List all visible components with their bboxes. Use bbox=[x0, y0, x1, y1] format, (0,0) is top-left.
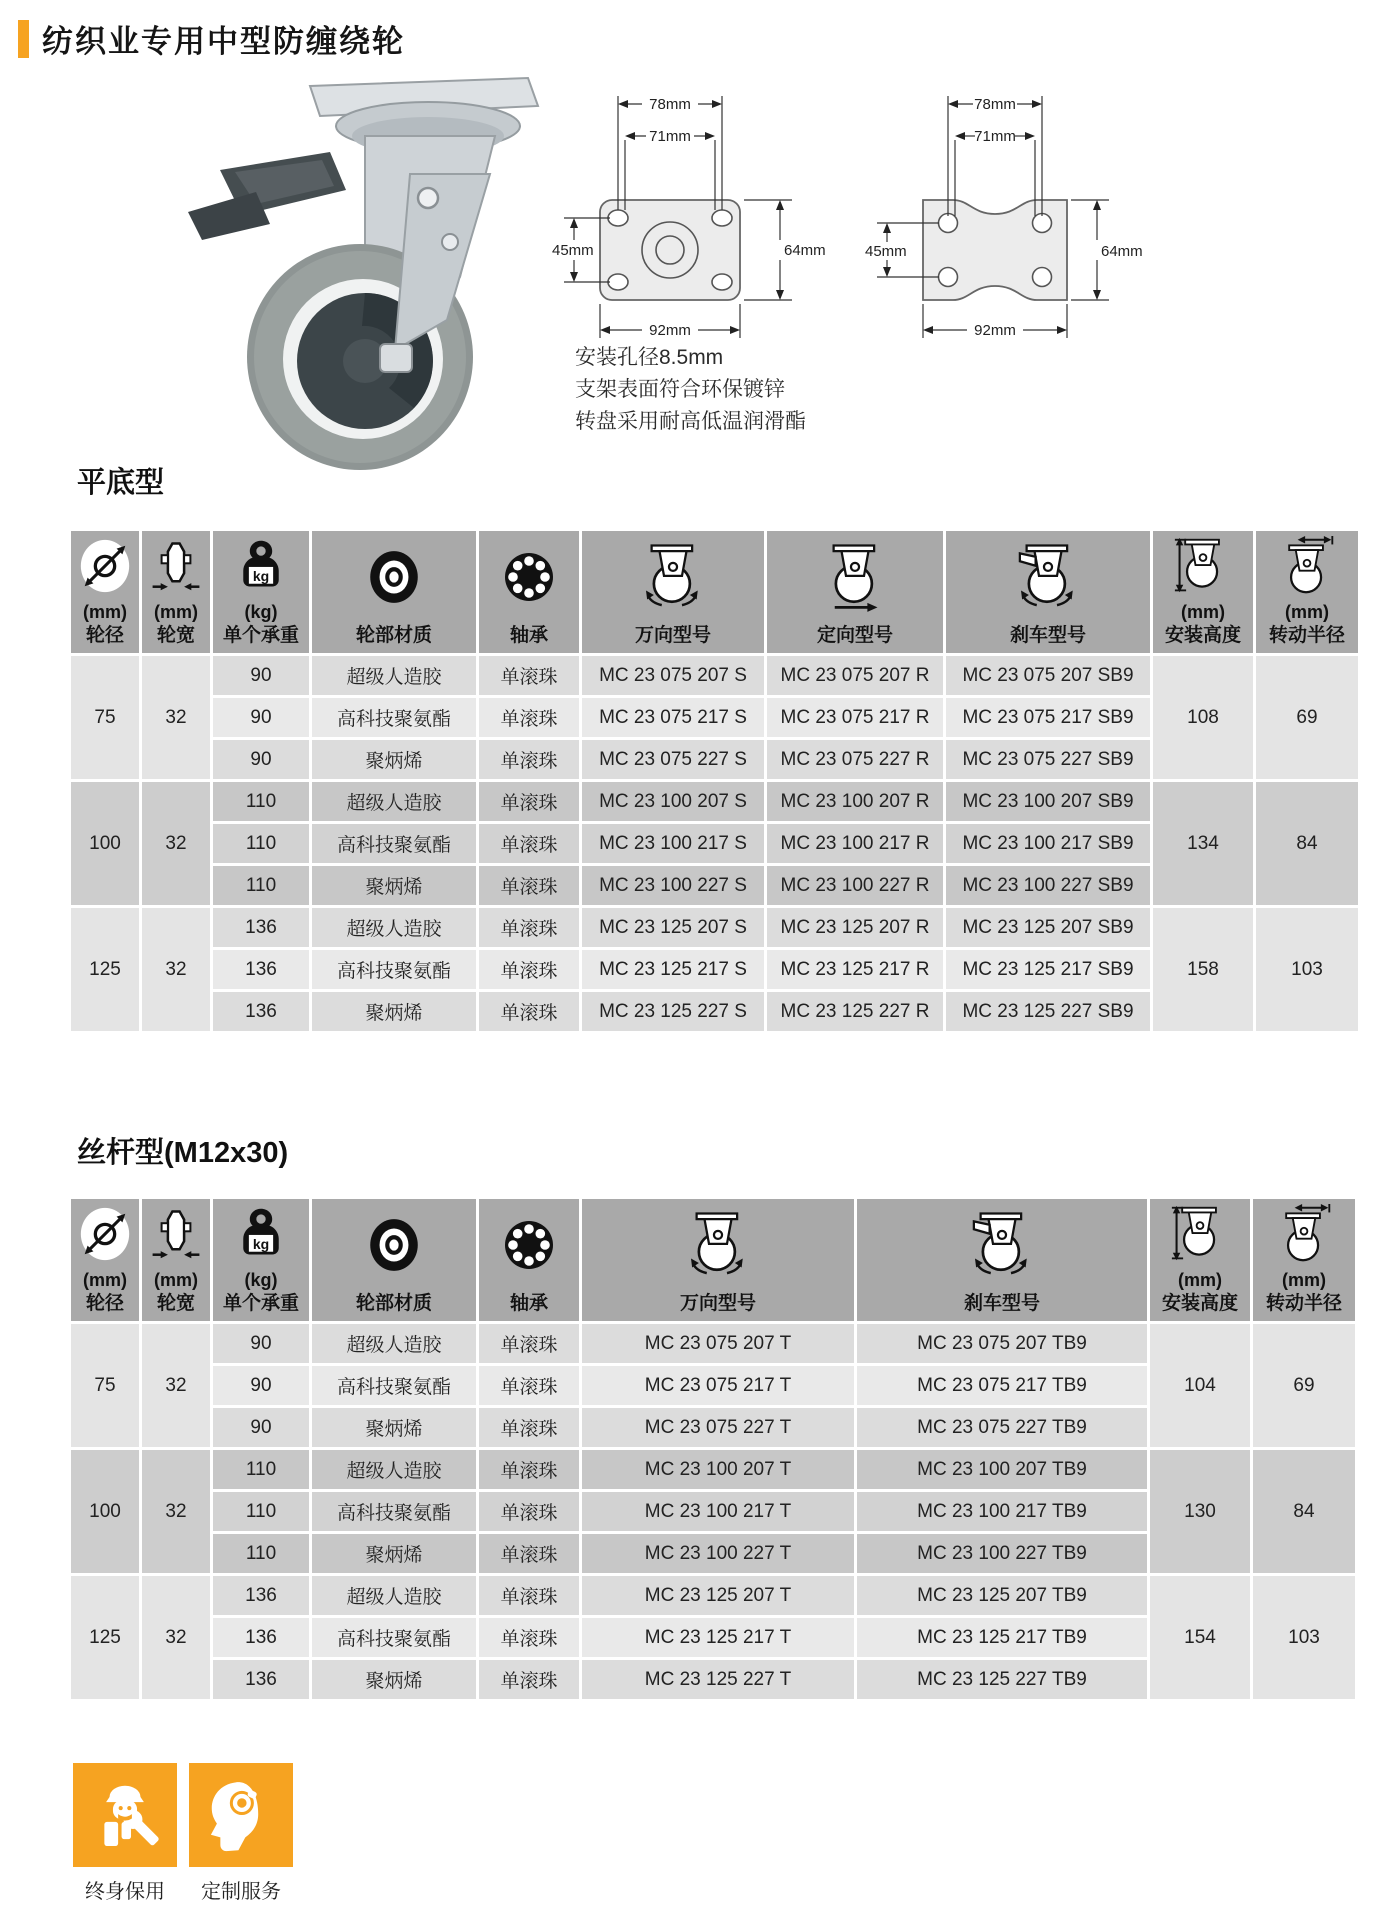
cell-brake: MC 23 100 217 SB9 bbox=[946, 824, 1150, 863]
drawing-swivel-plate bbox=[530, 80, 830, 350]
note-line: 支架表面符合环保镀锌 bbox=[575, 378, 785, 401]
note-line: 安装孔径8.5mm bbox=[575, 346, 724, 369]
cell-radius: 103 bbox=[1256, 908, 1358, 1031]
cell-load: 90 bbox=[213, 740, 309, 779]
col-header-swivel: 万向型号 bbox=[582, 531, 764, 653]
cell-width: 32 bbox=[142, 908, 210, 1031]
col-header-height: (mm) 安装高度 bbox=[1153, 531, 1253, 653]
wheel-material-icon bbox=[363, 531, 425, 623]
cell-brake: MC 23 125 227 TB9 bbox=[857, 1660, 1147, 1699]
note-line: 转盘采用耐高低温润滑酯 bbox=[575, 410, 806, 433]
dim-92: 92mm bbox=[974, 322, 1016, 339]
col-header-brake: 刹车型号 bbox=[946, 531, 1150, 653]
cell-brake: MC 23 125 227 SB9 bbox=[946, 992, 1150, 1031]
service-badges bbox=[73, 1763, 293, 1904]
cell-swivel: MC 23 075 207 T bbox=[582, 1324, 854, 1363]
cell-material: 高科技聚氨酯 bbox=[312, 1492, 476, 1531]
cell-material: 超级人造胶 bbox=[312, 1576, 476, 1615]
cell-rigid: MC 23 075 217 R bbox=[767, 698, 943, 737]
col-header-load: kg (kg) 单个承重 bbox=[213, 531, 309, 653]
cell-material: 超级人造胶 bbox=[312, 908, 476, 947]
cell-brake: MC 23 125 207 TB9 bbox=[857, 1576, 1147, 1615]
cell-radius: 69 bbox=[1253, 1324, 1355, 1447]
stem-table bbox=[68, 1196, 1358, 1702]
cell-radius: 84 bbox=[1256, 782, 1358, 905]
table-row bbox=[71, 1324, 1355, 1363]
cell-bearing: 单滚珠 bbox=[479, 1576, 579, 1615]
cell-load: 136 bbox=[213, 908, 309, 947]
cell-bearing: 单滚珠 bbox=[479, 1660, 579, 1699]
product-photo bbox=[160, 72, 540, 474]
cell-bearing: 单滚珠 bbox=[479, 782, 579, 821]
section-title-stem: 丝杆型(M12x30) bbox=[77, 1137, 289, 1169]
cell-swivel: MC 23 075 227 S bbox=[582, 740, 764, 779]
cell-material: 高科技聚氨酯 bbox=[312, 824, 476, 863]
col-header-material: 轮部材质 bbox=[312, 1199, 476, 1321]
cell-swivel: MC 23 100 217 S bbox=[582, 824, 764, 863]
cell-brake: MC 23 075 217 TB9 bbox=[857, 1366, 1147, 1405]
cell-brake: MC 23 100 207 SB9 bbox=[946, 782, 1150, 821]
brake-caster-icon bbox=[1012, 531, 1084, 623]
cell-load: 90 bbox=[213, 1366, 309, 1405]
cell-load: 110 bbox=[213, 824, 309, 863]
cell-rigid: MC 23 100 217 R bbox=[767, 824, 943, 863]
col-header-width: (mm) 轮宽 bbox=[142, 531, 210, 653]
cell-diameter: 125 bbox=[71, 908, 139, 1031]
cell-swivel: MC 23 075 207 S bbox=[582, 656, 764, 695]
cell-bearing: 单滚珠 bbox=[479, 866, 579, 905]
cell-material: 超级人造胶 bbox=[312, 1324, 476, 1363]
badge-warranty-label: 终身保用 bbox=[85, 1881, 165, 1903]
cell-material: 超级人造胶 bbox=[312, 1450, 476, 1489]
cell-material: 高科技聚氨酯 bbox=[312, 698, 476, 737]
col-header-radius: (mm) 转动半径 bbox=[1253, 1199, 1355, 1321]
col-header-swivel: 万向型号 bbox=[582, 1199, 854, 1321]
bearing-icon bbox=[499, 1199, 559, 1291]
cell-swivel: MC 23 125 217 S bbox=[582, 950, 764, 989]
cell-diameter: 100 bbox=[71, 782, 139, 905]
cell-load: 136 bbox=[213, 992, 309, 1031]
cell-material: 聚炳烯 bbox=[312, 1408, 476, 1447]
load-weight-icon bbox=[233, 531, 289, 601]
cell-bearing: 单滚珠 bbox=[479, 698, 579, 737]
dim-45: 45mm bbox=[865, 243, 907, 260]
cell-rigid: MC 23 100 207 R bbox=[767, 782, 943, 821]
cell-diameter: 100 bbox=[71, 1450, 139, 1573]
cell-height: 158 bbox=[1153, 908, 1253, 1031]
cell-brake: MC 23 125 217 SB9 bbox=[946, 950, 1150, 989]
cell-height: 130 bbox=[1150, 1450, 1250, 1573]
cell-bearing: 单滚珠 bbox=[479, 740, 579, 779]
cell-load: 90 bbox=[213, 1408, 309, 1447]
cell-width: 32 bbox=[142, 1450, 210, 1573]
load-weight-icon bbox=[233, 1199, 289, 1269]
cell-material: 高科技聚氨酯 bbox=[312, 1618, 476, 1657]
lifetime-warranty-icon bbox=[73, 1763, 177, 1867]
col-header-height: (mm) 安装高度 bbox=[1150, 1199, 1250, 1321]
cell-rigid: MC 23 075 227 R bbox=[767, 740, 943, 779]
cell-material: 聚炳烯 bbox=[312, 866, 476, 905]
cell-brake: MC 23 075 227 TB9 bbox=[857, 1408, 1147, 1447]
cell-height: 104 bbox=[1150, 1324, 1250, 1447]
col-header-diameter: (mm) 轮径 bbox=[71, 1199, 139, 1321]
cell-brake: MC 23 075 217 SB9 bbox=[946, 698, 1150, 737]
header-row bbox=[71, 531, 1358, 653]
wheel-diameter-icon bbox=[76, 1199, 134, 1269]
cell-load: 90 bbox=[213, 1324, 309, 1363]
cell-diameter: 75 bbox=[71, 656, 139, 779]
custom-service-icon bbox=[189, 1763, 293, 1867]
dim-92: 92mm bbox=[649, 322, 691, 339]
dim-78: 78mm bbox=[649, 96, 691, 113]
col-header-diameter: (mm) 轮径 bbox=[71, 531, 139, 653]
bearing-icon bbox=[499, 531, 559, 623]
cell-material: 聚炳烯 bbox=[312, 1534, 476, 1573]
cell-bearing: 单滚珠 bbox=[479, 1324, 579, 1363]
cell-rigid: MC 23 125 217 R bbox=[767, 950, 943, 989]
swivel-caster-icon bbox=[637, 531, 709, 623]
cell-radius: 69 bbox=[1256, 656, 1358, 779]
cell-width: 32 bbox=[142, 1324, 210, 1447]
mount-height-icon bbox=[1170, 1199, 1230, 1269]
cell-bearing: 单滚珠 bbox=[479, 950, 579, 989]
col-header-radius: (mm) 转动半径 bbox=[1256, 531, 1358, 653]
cell-brake: MC 23 100 227 SB9 bbox=[946, 866, 1150, 905]
cell-diameter: 125 bbox=[71, 1576, 139, 1699]
section-title-flat: 平底型 bbox=[77, 467, 165, 499]
cell-brake: MC 23 075 227 SB9 bbox=[946, 740, 1150, 779]
cell-load: 110 bbox=[213, 866, 309, 905]
cell-swivel: MC 23 100 227 T bbox=[582, 1534, 854, 1573]
cell-brake: MC 23 125 217 TB9 bbox=[857, 1618, 1147, 1657]
col-header-load: kg (kg) 单个承重 bbox=[213, 1199, 309, 1321]
cell-load: 90 bbox=[213, 698, 309, 737]
cell-load: 110 bbox=[213, 1534, 309, 1573]
dim-45: 45mm bbox=[552, 242, 594, 259]
page-title: 纺织业专用中型防缠绕轮 bbox=[42, 24, 405, 59]
table-row bbox=[71, 1450, 1355, 1489]
cell-height: 134 bbox=[1153, 782, 1253, 905]
mount-height-icon bbox=[1173, 531, 1233, 601]
table-row bbox=[71, 908, 1358, 947]
dim-71: 71mm bbox=[649, 128, 691, 145]
cell-rigid: MC 23 075 207 R bbox=[767, 656, 943, 695]
cell-material: 高科技聚氨酯 bbox=[312, 1366, 476, 1405]
wheel-material-icon bbox=[363, 1199, 425, 1291]
swivel-caster-icon bbox=[682, 1199, 754, 1291]
cell-bearing: 单滚珠 bbox=[479, 908, 579, 947]
rigid-caster-icon bbox=[819, 531, 891, 623]
col-header-brake: 刹车型号 bbox=[857, 1199, 1147, 1321]
cell-width: 32 bbox=[142, 1576, 210, 1699]
cell-material: 聚炳烯 bbox=[312, 1660, 476, 1699]
cell-bearing: 单滚珠 bbox=[479, 1408, 579, 1447]
cell-diameter: 75 bbox=[71, 1324, 139, 1447]
cell-width: 32 bbox=[142, 656, 210, 779]
cell-swivel: MC 23 075 217 S bbox=[582, 698, 764, 737]
cell-load: 110 bbox=[213, 782, 309, 821]
cell-material: 超级人造胶 bbox=[312, 656, 476, 695]
cell-rigid: MC 23 100 227 R bbox=[767, 866, 943, 905]
cell-material: 高科技聚氨酯 bbox=[312, 950, 476, 989]
cell-bearing: 单滚珠 bbox=[479, 1492, 579, 1531]
wheel-diameter-icon bbox=[76, 531, 134, 601]
cell-material: 聚炳烯 bbox=[312, 992, 476, 1031]
cell-load: 110 bbox=[213, 1450, 309, 1489]
cell-swivel: MC 23 075 227 T bbox=[582, 1408, 854, 1447]
cell-height: 108 bbox=[1153, 656, 1253, 779]
cell-brake: MC 23 075 207 TB9 bbox=[857, 1324, 1147, 1363]
cell-swivel: MC 23 125 207 T bbox=[582, 1576, 854, 1615]
cell-swivel: MC 23 125 217 T bbox=[582, 1618, 854, 1657]
svg-text:kg: kg bbox=[252, 567, 270, 584]
table-row bbox=[71, 656, 1358, 695]
brake-caster-icon bbox=[966, 1199, 1038, 1291]
cell-brake: MC 23 125 207 SB9 bbox=[946, 908, 1150, 947]
product-notes bbox=[575, 342, 806, 438]
cell-rigid: MC 23 125 207 R bbox=[767, 908, 943, 947]
cell-load: 136 bbox=[213, 1660, 309, 1699]
cell-swivel: MC 23 075 217 T bbox=[582, 1366, 854, 1405]
cell-bearing: 单滚珠 bbox=[479, 1366, 579, 1405]
cell-radius: 103 bbox=[1253, 1576, 1355, 1699]
col-header-rigid: 定向型号 bbox=[767, 531, 943, 653]
cell-bearing: 单滚珠 bbox=[479, 992, 579, 1031]
dim-71: 71mm bbox=[974, 128, 1016, 145]
badge-custom-label: 定制服务 bbox=[201, 1881, 281, 1903]
cell-material: 聚炳烯 bbox=[312, 740, 476, 779]
cell-bearing: 单滚珠 bbox=[479, 1450, 579, 1489]
cell-bearing: 单滚珠 bbox=[479, 656, 579, 695]
cell-load: 90 bbox=[213, 656, 309, 695]
cell-swivel: MC 23 100 207 S bbox=[582, 782, 764, 821]
svg-text:kg: kg bbox=[252, 1235, 270, 1252]
cell-bearing: 单滚珠 bbox=[479, 1618, 579, 1657]
col-header-width: (mm) 轮宽 bbox=[142, 1199, 210, 1321]
cell-height: 154 bbox=[1150, 1576, 1250, 1699]
cell-load: 136 bbox=[213, 950, 309, 989]
cell-swivel: MC 23 125 227 S bbox=[582, 992, 764, 1031]
cell-brake: MC 23 100 207 TB9 bbox=[857, 1450, 1147, 1489]
cell-swivel: MC 23 100 207 T bbox=[582, 1450, 854, 1489]
cell-radius: 84 bbox=[1253, 1450, 1355, 1573]
flat-table bbox=[68, 528, 1361, 1034]
title-accent-bar bbox=[18, 20, 29, 58]
cell-brake: MC 23 100 217 TB9 bbox=[857, 1492, 1147, 1531]
header-row bbox=[71, 1199, 1355, 1321]
col-header-bearing: 轴承 bbox=[479, 531, 579, 653]
dim-64: 64mm bbox=[784, 242, 826, 259]
cell-swivel: MC 23 100 217 T bbox=[582, 1492, 854, 1531]
dim-78: 78mm bbox=[974, 96, 1016, 113]
cell-bearing: 单滚珠 bbox=[479, 824, 579, 863]
wheel-width-icon bbox=[149, 531, 203, 601]
cell-swivel: MC 23 100 227 S bbox=[582, 866, 764, 905]
wheel-width-icon bbox=[149, 1199, 203, 1269]
cell-swivel: MC 23 125 227 T bbox=[582, 1660, 854, 1699]
cell-swivel: MC 23 125 207 S bbox=[582, 908, 764, 947]
badge-custom bbox=[189, 1763, 293, 1904]
cell-load: 136 bbox=[213, 1618, 309, 1657]
cell-brake: MC 23 100 227 TB9 bbox=[857, 1534, 1147, 1573]
cell-load: 110 bbox=[213, 1492, 309, 1531]
cell-width: 32 bbox=[142, 782, 210, 905]
cell-brake: MC 23 075 207 SB9 bbox=[946, 656, 1150, 695]
badge-warranty bbox=[73, 1763, 177, 1904]
col-header-material: 轮部材质 bbox=[312, 531, 476, 653]
col-header-bearing: 轴承 bbox=[479, 1199, 579, 1321]
turn-radius-icon bbox=[1277, 531, 1337, 601]
table-row bbox=[71, 782, 1358, 821]
dim-64: 64mm bbox=[1101, 243, 1143, 260]
drawing-rigid-plate bbox=[845, 80, 1155, 350]
cell-material: 超级人造胶 bbox=[312, 782, 476, 821]
cell-load: 136 bbox=[213, 1576, 309, 1615]
turn-radius-icon bbox=[1274, 1199, 1334, 1269]
table-row bbox=[71, 1576, 1355, 1615]
cell-bearing: 单滚珠 bbox=[479, 1534, 579, 1573]
cell-rigid: MC 23 125 227 R bbox=[767, 992, 943, 1031]
